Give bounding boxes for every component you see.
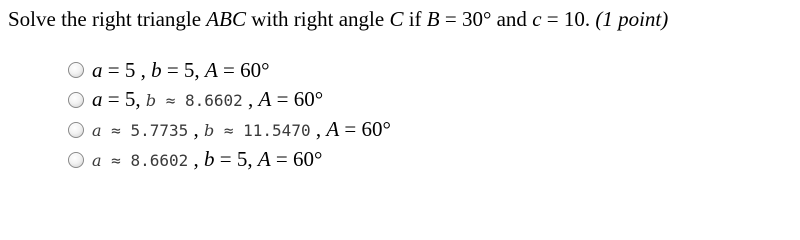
approx-b: [146, 91, 243, 110]
var-A: A: [257, 147, 271, 171]
value-a: ≈ 8.6602: [101, 151, 189, 170]
answer-option-1-label: [92, 57, 270, 83]
separator: ,: [188, 117, 204, 141]
approx-a: [92, 121, 188, 140]
answer-option-4[interactable]: [68, 145, 391, 175]
separator: ,: [310, 117, 327, 141]
var-b: b: [145, 91, 157, 110]
angle-b-var: B: [426, 7, 440, 31]
value-A: = 60°: [270, 147, 323, 171]
answer-option-2-label: [92, 86, 323, 114]
value-a: = 5,: [102, 87, 146, 111]
value-a: = 5 ,: [102, 58, 152, 82]
var-A: A: [326, 117, 340, 141]
radio-button-3[interactable]: [68, 122, 84, 138]
question-mid2: if: [403, 7, 427, 31]
question-prefix: Solve the right triangle: [8, 7, 207, 31]
var-b: b: [204, 147, 215, 171]
var-a: a: [92, 87, 103, 111]
answer-option-2[interactable]: [68, 85, 391, 115]
answer-option-1[interactable]: [68, 55, 391, 85]
approx-b: [204, 121, 311, 140]
var-b: b: [151, 58, 162, 82]
angle-c-var: C: [389, 7, 404, 31]
var-a: a: [92, 151, 102, 170]
value-b: ≈ 8.6602: [156, 91, 243, 110]
question-text: [8, 6, 668, 32]
approx-a: [92, 151, 188, 170]
value-b: ≈ 11.5470: [214, 121, 311, 140]
points-label: (1 point): [595, 7, 669, 31]
var-a: a: [92, 58, 103, 82]
value-b: = 5,: [214, 147, 258, 171]
answer-option-4-label: [92, 146, 322, 174]
answer-option-3[interactable]: [68, 115, 391, 145]
value-a: ≈ 5.7735: [101, 121, 189, 140]
separator: ,: [188, 147, 204, 171]
value-A: = 60°: [271, 87, 324, 111]
side-c-var: c: [532, 7, 542, 31]
triangle-name: ABC: [206, 7, 246, 31]
answer-option-3-label: [92, 116, 391, 144]
value-b: = 5,: [161, 58, 205, 82]
radio-button-2[interactable]: [68, 92, 84, 108]
question-mid1: with right angle: [245, 7, 390, 31]
question-mid4: = 10.: [541, 7, 596, 31]
var-A: A: [204, 58, 218, 82]
var-a: a: [92, 121, 102, 140]
radio-button-1[interactable]: [68, 62, 84, 78]
var-A: A: [258, 87, 272, 111]
question-mid3: = 30° and: [439, 7, 533, 31]
answer-options: [68, 55, 391, 175]
separator: ,: [242, 87, 259, 111]
value-A: = 60°: [339, 117, 391, 141]
value-A: = 60°: [217, 58, 270, 82]
var-b: b: [204, 121, 215, 140]
radio-button-4[interactable]: [68, 152, 84, 168]
